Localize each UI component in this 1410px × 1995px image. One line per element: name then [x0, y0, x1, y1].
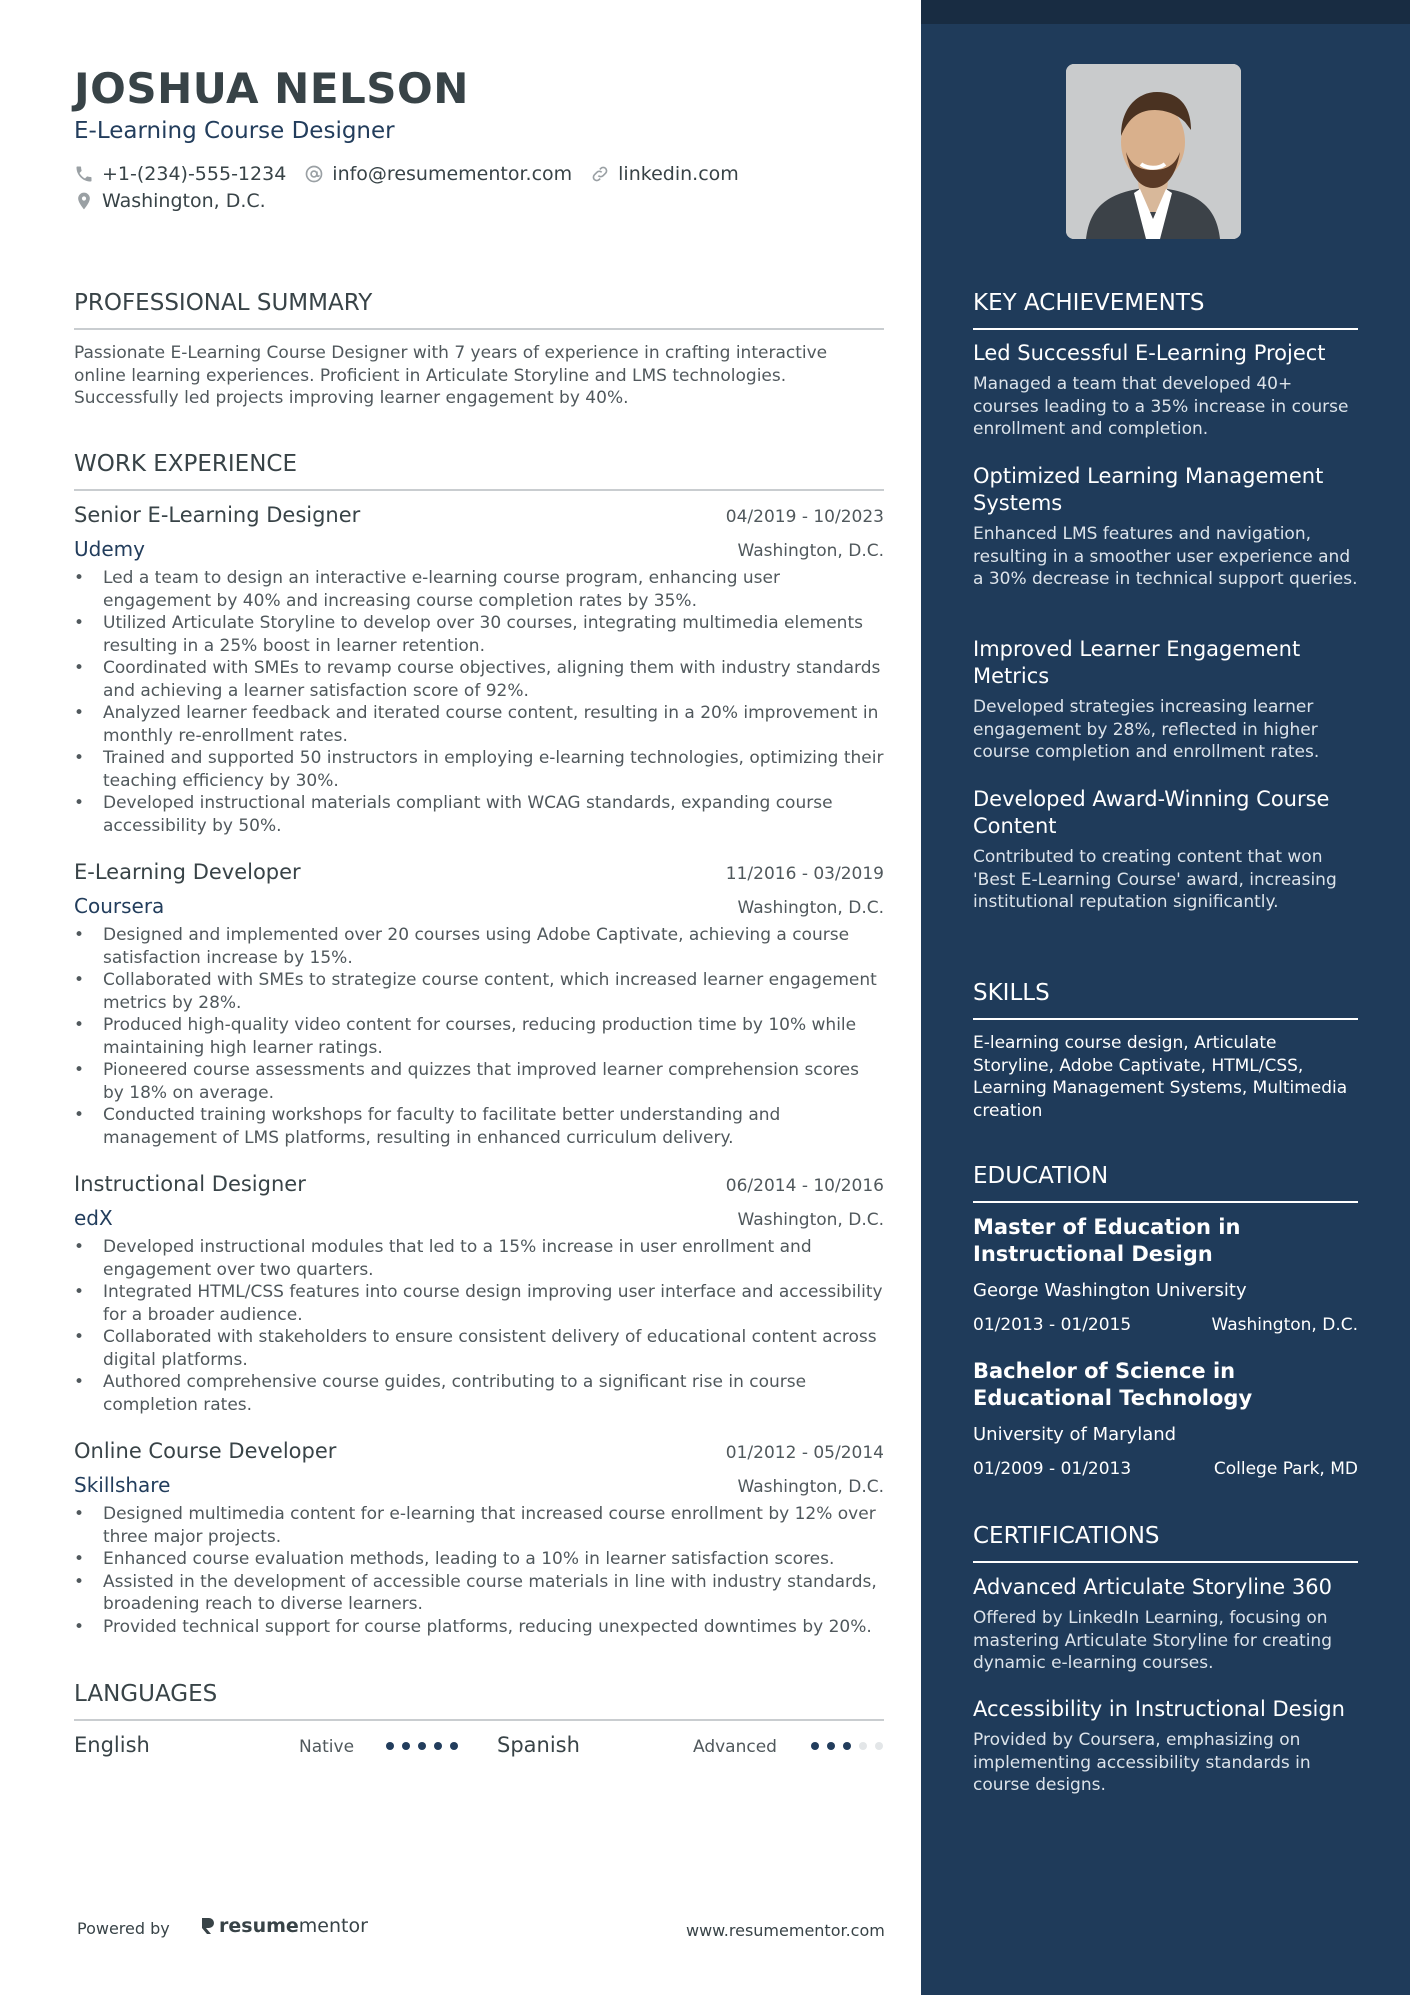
logo-text-bold: resume — [219, 1915, 299, 1937]
job-dates: 06/2014 - 10/2016 — [725, 1176, 884, 1196]
job-company: Skillshare — [74, 1473, 171, 1497]
candidate-title: E-Learning Course Designer — [74, 118, 395, 144]
language-rating — [386, 1742, 466, 1750]
achievement-item — [973, 340, 1358, 441]
achievement-item — [973, 636, 1358, 764]
summary-text: Passionate E-Learning Course Designer with 7 years of experience in crafting interactive online learning experiences. Proficient in Articulate Storyline and LMS technologies. Successfully led projects improving learner engagement by 40%. — [74, 343, 828, 408]
powered-by-label: Powered by — [77, 1919, 170, 1938]
language-rating — [811, 1742, 891, 1750]
language-name: Spanish — [497, 1733, 580, 1757]
certification-title: Accessibility in Instructional Design — [973, 1697, 1345, 1721]
skills-text: E-learning course design, Articulate Storyline, Adobe Captivate, HTML/CSS, Learning Management Systems, Multimedia creation — [973, 1033, 1348, 1121]
job-role: Instructional Designer — [74, 1172, 306, 1196]
phone-text: +1-(234)-555-1234 — [102, 162, 287, 185]
job-company: Coursera — [74, 894, 165, 918]
education-location: Washington, D.C. — [1211, 1315, 1358, 1335]
candidate-name: JOSHUA NELSON — [74, 64, 469, 113]
bullet-item: • Provided technical support for course platforms, reducing unexpected downtimes by 20%. — [74, 1616, 884, 1639]
location-pin-icon — [74, 191, 94, 211]
achievement-text: Contributed to creating content that won 'Best E-Learning Course' award, increasing institutional reputation significantly. — [973, 847, 1337, 912]
job-role: Senior E-Learning Designer — [74, 503, 361, 527]
sidebar — [921, 0, 1410, 1995]
rating-dot-filled — [450, 1742, 458, 1750]
logo-text-light: mentor — [298, 1915, 368, 1937]
location-text: Washington, D.C. — [102, 189, 266, 212]
job-entry — [74, 860, 884, 1149]
education-item — [973, 1358, 1358, 1479]
bullet-item: • Trained and supported 50 instructors in employing e-learning technologies, optimizing their teaching efficiency by 30%. — [74, 747, 884, 792]
achievements-heading: KEY ACHIEVEMENTS — [973, 290, 1358, 330]
achievement-title: Developed Award-Winning Course Content — [973, 787, 1330, 838]
job-role: E-Learning Developer — [74, 860, 301, 884]
language-name: English — [74, 1733, 150, 1757]
achievement-title: Optimized Learning Management Systems — [973, 464, 1324, 515]
job-entry — [74, 1439, 884, 1638]
achievement-text: Developed strategies increasing learner engagement by 28%, reflected in higher course completion and enrollment rates. — [973, 697, 1320, 762]
at-icon — [304, 164, 324, 184]
email-text: info@resumementor.com — [332, 162, 573, 185]
education-dates: 01/2013 - 01/2015 — [973, 1315, 1132, 1335]
profile-photo — [1066, 64, 1241, 239]
rating-dot-filled — [827, 1742, 835, 1750]
job-bullets — [74, 567, 884, 837]
job-location: Washington, D.C. — [737, 541, 884, 561]
job-entry — [74, 503, 884, 837]
job-company: Udemy — [74, 537, 145, 561]
summary-heading: PROFESSIONAL SUMMARY — [74, 290, 884, 330]
bullet-item: • Integrated HTML/CSS features into course design improving user interface and accessibility for a broader audience. — [74, 1281, 884, 1326]
bullet-item: • Designed and implemented over 20 courses using Adobe Captivate, achieving a course satisfaction increase by 15%. — [74, 924, 884, 969]
education-degree: Bachelor of Science in Educational Technology — [973, 1359, 1253, 1410]
contact-email[interactable] — [304, 163, 572, 185]
bullet-item: • Pioneered course assessments and quizzes that improved learner comprehension scores by 18% on average. — [74, 1059, 884, 1104]
job-bullets — [74, 924, 884, 1149]
languages-list — [74, 1733, 884, 1763]
bullet-item: • Developed instructional materials compliant with WCAG standards, expanding course accessibility by 50%. — [74, 792, 884, 837]
education-item — [973, 1214, 1358, 1335]
bullet-item: • Utilized Articulate Storyline to develop over 30 courses, integrating multimedia elements resulting in a 25% boost in learner retention. — [74, 612, 884, 657]
achievement-text: Managed a team that developed 40+ courses leading to a 35% increase in course enrollment and completion. — [973, 374, 1349, 439]
education-location: College Park, MD — [1213, 1459, 1358, 1479]
achievement-text: Enhanced LMS features and navigation, resulting in a smoother user experience and a 30% decrease in technical support queries. — [973, 524, 1358, 589]
job-role: Online Course Developer — [74, 1439, 337, 1463]
education-degree: Master of Education in Instructional Design — [973, 1215, 1241, 1266]
bullet-item: • Produced high-quality video content for courses, reducing production time by 10% while maintaining high learner ratings. — [74, 1014, 884, 1059]
education-dates: 01/2009 - 01/2013 — [973, 1459, 1132, 1479]
job-company: edX — [74, 1206, 113, 1230]
bullet-item: • Developed instructional modules that led to a 15% increase in user enrollment and engagement over two quarters. — [74, 1236, 884, 1281]
link-icon — [590, 164, 610, 184]
job-location: Washington, D.C. — [737, 1210, 884, 1230]
rating-dot-empty — [875, 1742, 883, 1750]
certification-text: Offered by LinkedIn Learning, focusing on mastering Articulate Storyline for creating dynamic e-learning courses. — [973, 1608, 1333, 1673]
bullet-item: • Analyzed learner feedback and iterated course content, resulting in a 20% improvement in monthly re-enrollment rates. — [74, 702, 884, 747]
skills-heading: SKILLS — [973, 980, 1358, 1020]
rating-dot-empty — [859, 1742, 867, 1750]
job-location: Washington, D.C. — [737, 898, 884, 918]
bullet-item: • Conducted training workshops for faculty to facilitate better understanding and management of LMS platforms, resulting in enhanced curriculum delivery. — [74, 1104, 884, 1149]
languages-heading: LANGUAGES — [74, 1681, 884, 1721]
resumementor-logo[interactable] — [199, 1915, 368, 1937]
achievement-item — [973, 463, 1358, 591]
rating-dot-filled — [402, 1742, 410, 1750]
bullet-item: • Designed multimedia content for e-learning that increased course enrollment by 12% over three major projects. — [74, 1503, 884, 1548]
rating-dot-filled — [811, 1742, 819, 1750]
achievement-title: Led Successful E-Learning Project — [973, 341, 1326, 365]
job-dates: 01/2012 - 05/2014 — [725, 1443, 884, 1463]
bullet-item: • Authored comprehensive course guides, contributing to a significant rise in course completion rates. — [74, 1371, 884, 1416]
contact-linkedin[interactable] — [590, 163, 739, 185]
linkedin-text: linkedin.com — [618, 162, 739, 185]
rating-dot-filled — [843, 1742, 851, 1750]
skills-list — [973, 1032, 1358, 1122]
contact-info — [74, 160, 874, 214]
job-dates: 11/2016 - 03/2019 — [725, 864, 884, 884]
bullet-item: • Enhanced course evaluation methods, leading to a 10% in learner satisfaction scores. — [74, 1548, 884, 1571]
logo-mark-icon — [199, 1916, 215, 1936]
bullet-item: • Collaborated with stakeholders to ensure consistent delivery of educational content across digital platforms. — [74, 1326, 884, 1371]
education-school: University of Maryland — [973, 1424, 1177, 1445]
certification-title: Advanced Articulate Storyline 360 — [973, 1575, 1332, 1599]
sidebar-top-band — [921, 0, 1410, 24]
certification-text: Provided by Coursera, emphasizing on implementing accessibility standards in course designs. — [973, 1730, 1311, 1795]
achievement-item — [973, 786, 1358, 914]
certifications-heading: CERTIFICATIONS — [973, 1523, 1358, 1563]
language-level: Native — [299, 1737, 355, 1757]
achievement-title: Improved Learner Engagement Metrics — [973, 637, 1301, 688]
bullet-item: • Led a team to design an interactive e-learning course program, enhancing user engagement by 40% and increasing course completion rates by 35%. — [74, 567, 884, 612]
rating-dot-filled — [434, 1742, 442, 1750]
certification-item — [973, 1696, 1358, 1797]
contact-phone[interactable] — [74, 163, 286, 185]
bullet-item: • Collaborated with SMEs to strategize course content, which increased learner engagement metrics by 28%. — [74, 969, 884, 1014]
language-level: Advanced — [693, 1737, 777, 1757]
rating-dot-filled — [386, 1742, 394, 1750]
bullet-item: • Coordinated with SMEs to revamp course objectives, aligning them with industry standards and achieving a learner satisfaction score of 92%. — [74, 657, 884, 702]
contact-location — [74, 190, 266, 212]
job-dates: 04/2019 - 10/2023 — [725, 507, 884, 527]
education-school: George Washington University — [973, 1280, 1247, 1301]
rating-dot-filled — [418, 1742, 426, 1750]
experience-heading: WORK EXPERIENCE — [74, 451, 884, 491]
education-heading: EDUCATION — [973, 1163, 1358, 1203]
job-bullets — [74, 1236, 884, 1416]
phone-icon — [74, 164, 94, 184]
footer-url[interactable]: www.resumementor.com — [686, 1921, 885, 1940]
job-entry — [74, 1172, 884, 1416]
person-portrait-icon — [1066, 64, 1241, 239]
certification-item — [973, 1574, 1358, 1675]
job-location: Washington, D.C. — [737, 1477, 884, 1497]
job-bullets — [74, 1503, 884, 1638]
bullet-item: • Assisted in the development of accessible course materials in line with industry standards, broadening reach to diverse learners. — [74, 1571, 884, 1616]
